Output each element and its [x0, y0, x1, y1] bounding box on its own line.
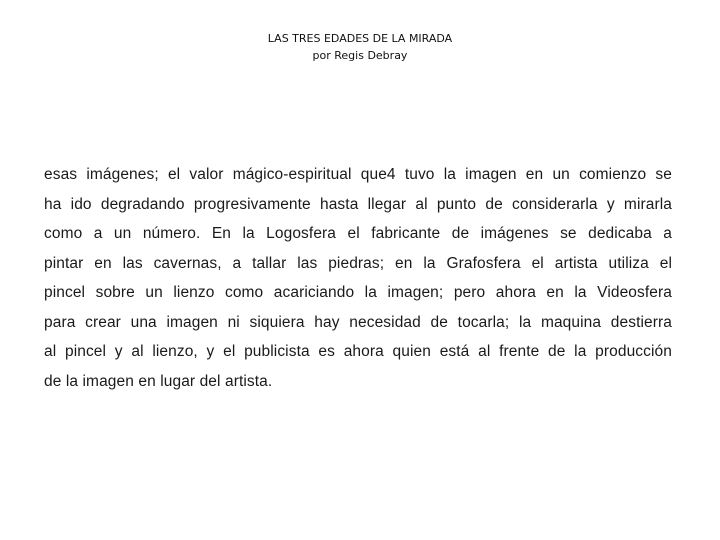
- paragraph-line: ha ido degradando progresivamente hasta llegar al punto de considerarla y mirarla: [44, 195, 672, 213]
- paragraph-line: al pincel y al lienzo, y el publicista es ahora quien está al frente de la producción: [44, 343, 672, 360]
- paragraph-line: pintar en las cavernas, a tallar las piedras; en la Grafosfera el artista utiliza el: [44, 254, 672, 272]
- document-header: [0, 30, 720, 64]
- paragraph-line: de la imagen en lugar del artista.: [44, 372, 273, 390]
- body-paragraph: [44, 160, 672, 396]
- paragraph-line: como a un número. En la Logosfera el fabricante de imágenes se dedicaba a: [44, 225, 672, 242]
- document-title: LAS TRES EDADES DE LA MIRADA: [267, 32, 453, 45]
- paragraph-line: pincel sobre un lienzo como acariciando la imagen; pero ahora en la Videosfera: [44, 284, 672, 301]
- paragraph-line: para crear una imagen ni siquiera hay necesidad de tocarla; la maquina destierra: [44, 313, 672, 331]
- document-author: por Regis Debray: [312, 49, 408, 62]
- paragraph-line: esas imágenes; el valor mágico-espiritual que4 tuvo la imagen en un comienzo se: [44, 166, 672, 183]
